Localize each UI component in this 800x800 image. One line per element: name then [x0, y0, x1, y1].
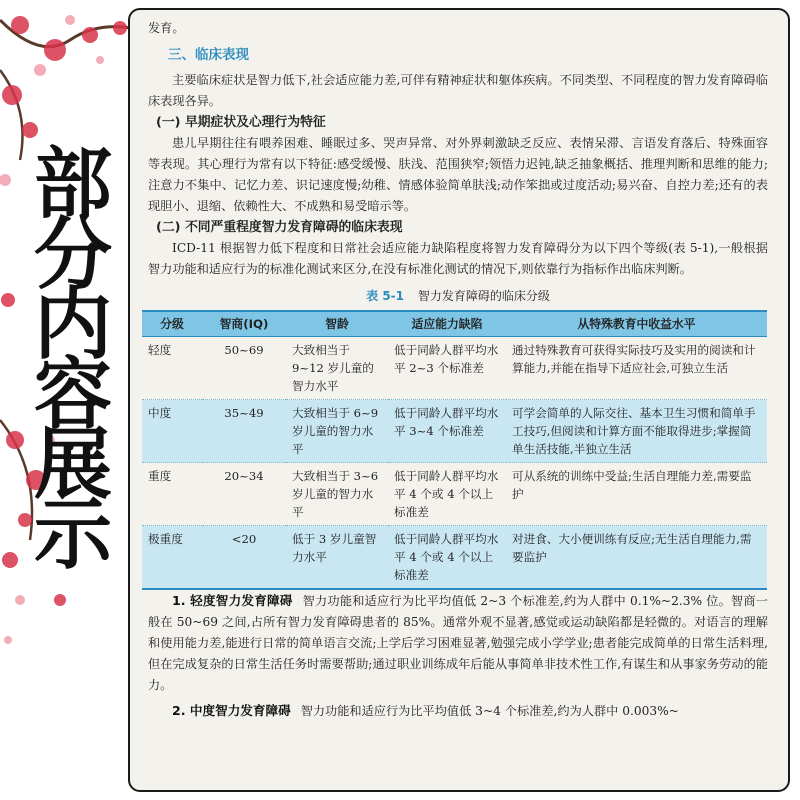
- cell-mental-age: 大致相当于 6~9 岁儿童的智力水平: [286, 400, 388, 463]
- list-item: [148, 590, 768, 696]
- subsection-heading: (一) 早期症状及心理行为特征: [156, 115, 326, 130]
- side-title: [28, 140, 118, 580]
- cell-benefit: 可学会简单的人际交往、基本卫生习惯和简单手工技巧,但阅读和计算方面不能取得进步;掌握简单生活技能,半独立生活: [506, 400, 767, 463]
- cell-level: 极重度: [142, 526, 202, 590]
- classification-table: [142, 310, 767, 590]
- side-title-char: 内: [33, 280, 112, 370]
- intro-text: 发育。: [148, 21, 185, 35]
- cell-level: 中度: [142, 400, 202, 463]
- section-heading: 三、临床表现: [168, 47, 249, 63]
- header-cell: 分级: [142, 311, 202, 337]
- cell-iq: 20~34: [202, 463, 286, 526]
- item-text: 智力功能和适应行为比平均值低 3~4 个标准差,约为人群中 0.003%~: [300, 704, 679, 718]
- cell-benefit: 通过特殊教育可获得实际技巧及实用的阅读和计算能力,并能在指导下适应社会,可独立生活: [506, 337, 767, 400]
- cell-iq: <20: [202, 526, 286, 590]
- item-label: 1. 轻度智力发育障碍: [172, 593, 293, 608]
- header-cell: 适应能力缺陷: [388, 311, 506, 337]
- cell-deficit: 低于同龄人群平均水平 3~4 个标准差: [388, 400, 506, 463]
- cell-level: 轻度: [142, 337, 202, 400]
- table-number: 表 5-1: [366, 289, 404, 303]
- cell-mental-age: 大致相当于 9~12 岁儿童的智力水平: [286, 337, 388, 400]
- cell-benefit: 对进食、大小便训练有反应;无生活自理能力,需要监护: [506, 526, 767, 590]
- cell-benefit: 可从系统的训练中受益;生活自理能力差,需要监护: [506, 463, 767, 526]
- side-title-char: 展: [33, 420, 112, 510]
- subsection-heading: (二) 不同严重程度智力发育障碍的临床表现: [156, 220, 403, 235]
- table-row: [142, 400, 767, 463]
- list-item: [148, 700, 768, 722]
- cell-deficit: 低于同龄人群平均水平 2~3 个标准差: [388, 337, 506, 400]
- table-row: [142, 337, 767, 400]
- side-title-char: 容: [33, 350, 112, 440]
- cell-level: 重度: [142, 463, 202, 526]
- side-title-char: 分: [33, 210, 112, 300]
- table-row: [142, 526, 767, 590]
- page-content: [148, 18, 768, 722]
- cell-mental-age: 大致相当于 3~6 岁儿童的智力水平: [286, 463, 388, 526]
- subsection-paragraph: ICD-11 根据智力低下程度和日常社会适应能力缺陷程度将智力发育障碍分为以下四个等级(表 5-1),一般根据智力功能和适应行为的标准化测试来区分,在没有标准化测试的情况下,则依靠行为指标作出临床判断。: [148, 241, 768, 276]
- section-paragraph: 主要临床症状是智力低下,社会适应能力差,可伴有精神症状和躯体疾病。不同类型、不同程度的智力发育障碍临床表现各异。: [148, 73, 768, 108]
- cell-deficit: 低于同龄人群平均水平 4 个或 4 个以上标准差: [388, 463, 506, 526]
- cell-iq: 50~69: [202, 337, 286, 400]
- table-title: 智力发育障碍的临床分级: [417, 289, 550, 303]
- item-text: 智力功能和适应行为比平均值低 2~3 个标准差,约为人群中 0.1%~2.3% 位。智商一般在 50~69 之间,占所有智力发育障碍患者的 85%。通常外观不显著,感觉或运动缺陷都是轻微的。对语言的理解和使用能力差,能进行日常的简单语言交流;上学后学习困难显著,勉强完成小学学业;患者能完成简单的日常生活料理,但在完成复杂的日常生活任务时需要帮助;通过职业训练成年后能从事简单非技术性工作,有谋生和从事家务劳动的能力。: [148, 594, 768, 692]
- cell-iq: 35~49: [202, 400, 286, 463]
- cell-mental-age: 低于 3 岁儿童智力水平: [286, 526, 388, 590]
- item-label: 2. 中度智力发育障碍: [172, 703, 291, 718]
- header-cell: 智商(IQ): [202, 311, 286, 337]
- header-cell: 智龄: [286, 311, 388, 337]
- subsection-paragraph: 患儿早期往往有喂养困难、睡眠过多、哭声异常、对外界刺激缺乏反应、表情呆滞、言语发育落后、特殊面容等表现。其心理行为常有以下特征:感受缓慢、肤浅、范围狭窄;领悟力迟钝,缺乏抽象概括、推理判断和思维的能力;注意力不集中、记忆力差、识记速度慢;幼稚、情感体验简单肤浅;动作笨拙或过度活动;易兴奋、自控力差;还有的表现胆小、退缩、依赖性大、不成熟和易受暗示等。: [148, 136, 768, 213]
- side-title-char: 部: [33, 140, 112, 230]
- table-caption: [148, 286, 768, 307]
- book-page: [128, 8, 790, 792]
- side-title-char: 示: [33, 490, 112, 580]
- table-row: [142, 463, 767, 526]
- cell-deficit: 低于同龄人群平均水平 4 个或 4 个以上标准差: [388, 526, 506, 590]
- table-header-row: [142, 311, 767, 337]
- header-cell: 从特殊教育中收益水平: [506, 311, 767, 337]
